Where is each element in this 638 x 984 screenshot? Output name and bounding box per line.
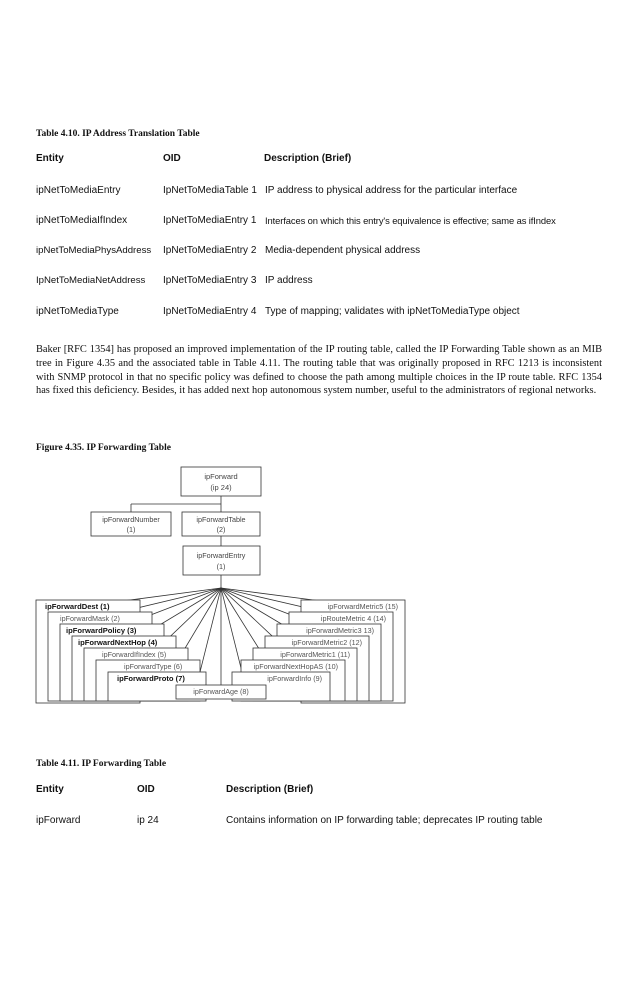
cell-entity: ipNetToMediaEntry [36,185,121,196]
header-entity: Entity [36,153,64,164]
cell-entity: ipNetToMediaType [36,306,119,317]
leaf-ip-forward-metric1: ipForwardMetric1 (11) [280,650,350,659]
leaf-ip-forward-metric3: ipForwardMetric3 13) [306,626,374,635]
node-ip-forward-number [91,512,171,536]
cell-entity: ipForward [36,815,81,826]
cell-description: Type of mapping; validates with ipNetToMediaType object [265,306,520,317]
leaf-ip-forward-policy: ipForwardPolicy (3) [66,626,137,635]
cell-description: Contains information on IP forwarding table; deprecates IP routing table [226,815,543,826]
cell-oid: IpNetToMediaEntry 1 [163,215,257,226]
leaf-ip-route-metric4: ipRouteMetric 4 (14) [320,614,386,623]
leaf-ip-forward-metric5: ipForwardMetric5 (15) [327,602,398,611]
figure-4-35-caption: Figure 4.35. IP Forwarding Table [36,443,171,453]
cell-description: Interfaces on which this entry's equivalence is effective; same as ifIndex [265,215,556,226]
leaf-ip-forward-next-hop-as: ipForwardNextHopAS (10) [253,662,338,671]
leaf-ip-forward-next-hop: ipForwardNextHop (4) [78,638,158,647]
node-ip-forward-table-oid: (2) [216,525,226,534]
cell-entity: IpNetToMediaNetAddress [36,275,146,286]
header-description: Description (Brief) [264,153,352,164]
leaf-ip-forward-dest: ipForwardDest (1) [45,602,110,611]
node-ip-forward-table-name: ipForwardTable [196,515,246,524]
header-oid: OID [137,784,155,795]
leaf-ip-forward-age: ipForwardAge (8) [193,687,249,696]
cell-oid: IpNetToMediaEntry 3 [163,275,257,286]
cell-oid: IpNetToMediaEntry 2 [163,245,257,256]
node-ip-forward-number-name: ipForwardNumber [102,515,160,524]
leaf-ip-forward-type: ipForwardType (6) [124,662,183,671]
leaf-ip-forward-mask: ipForwardMask (2) [60,614,120,623]
cell-description: Media-dependent physical address [265,245,421,256]
cell-oid: IpNetToMediaTable 1 [163,185,257,196]
cell-description: IP address to physical address for the particular interface [265,185,518,196]
cell-oid: ip 24 [137,815,159,826]
node-ip-forward-entry [183,546,260,575]
node-ip-forward-name: ipForward [204,472,238,481]
node-ip-forward [181,467,261,496]
header-description: Description (Brief) [226,784,314,795]
cell-entity: ipNetToMediaPhysAddress [36,245,152,256]
node-ip-forward-number-oid: (1) [126,525,136,534]
body-paragraph: Baker [RFC 1354] has proposed an improved implementation of the IP routing table, called the IP Forwarding Table shown as an MIB tree in Figure 4.35 and the associated table in Table 4.11. The routing table that was originally proposed in RFC 1213 is inconsistent with SNMP protocol in that no specific policy was defined to choose the path among multiple choices in the IP route table. RFC 1354 has fixed this deficiency. Besides, it has added next hop autonomous system number, useful to the administrators of regional networks. [36,344,602,397]
header-oid: OID [163,153,181,164]
cell-entity: ipNetToMediaIfIndex [36,215,128,226]
table-4-10-caption: Table 4.10. IP Address Translation Table [36,129,200,139]
node-ip-forward-entry-oid: (1) [216,562,226,571]
leaf-ip-forward-proto: ipForwardProto (7) [117,674,185,683]
leaf-ip-forward-info: ipForwardInfo (9) [267,674,322,683]
header-entity: Entity [36,784,64,795]
node-ip-forward-entry-name: ipForwardEntry [196,551,246,560]
node-ip-forward-table [182,512,260,536]
leaf-ip-forward-metric2: ipForwardMetric2 (12) [291,638,362,647]
node-ip-forward-oid: (ip 24) [210,483,232,492]
cell-oid: IpNetToMediaEntry 4 [163,306,257,317]
cell-description: IP address [265,275,313,286]
table-4-11-caption: Table 4.11. IP Forwarding Table [36,759,167,769]
leaf-ip-forward-if-index: ipForwardIfIndex (5) [102,650,167,659]
